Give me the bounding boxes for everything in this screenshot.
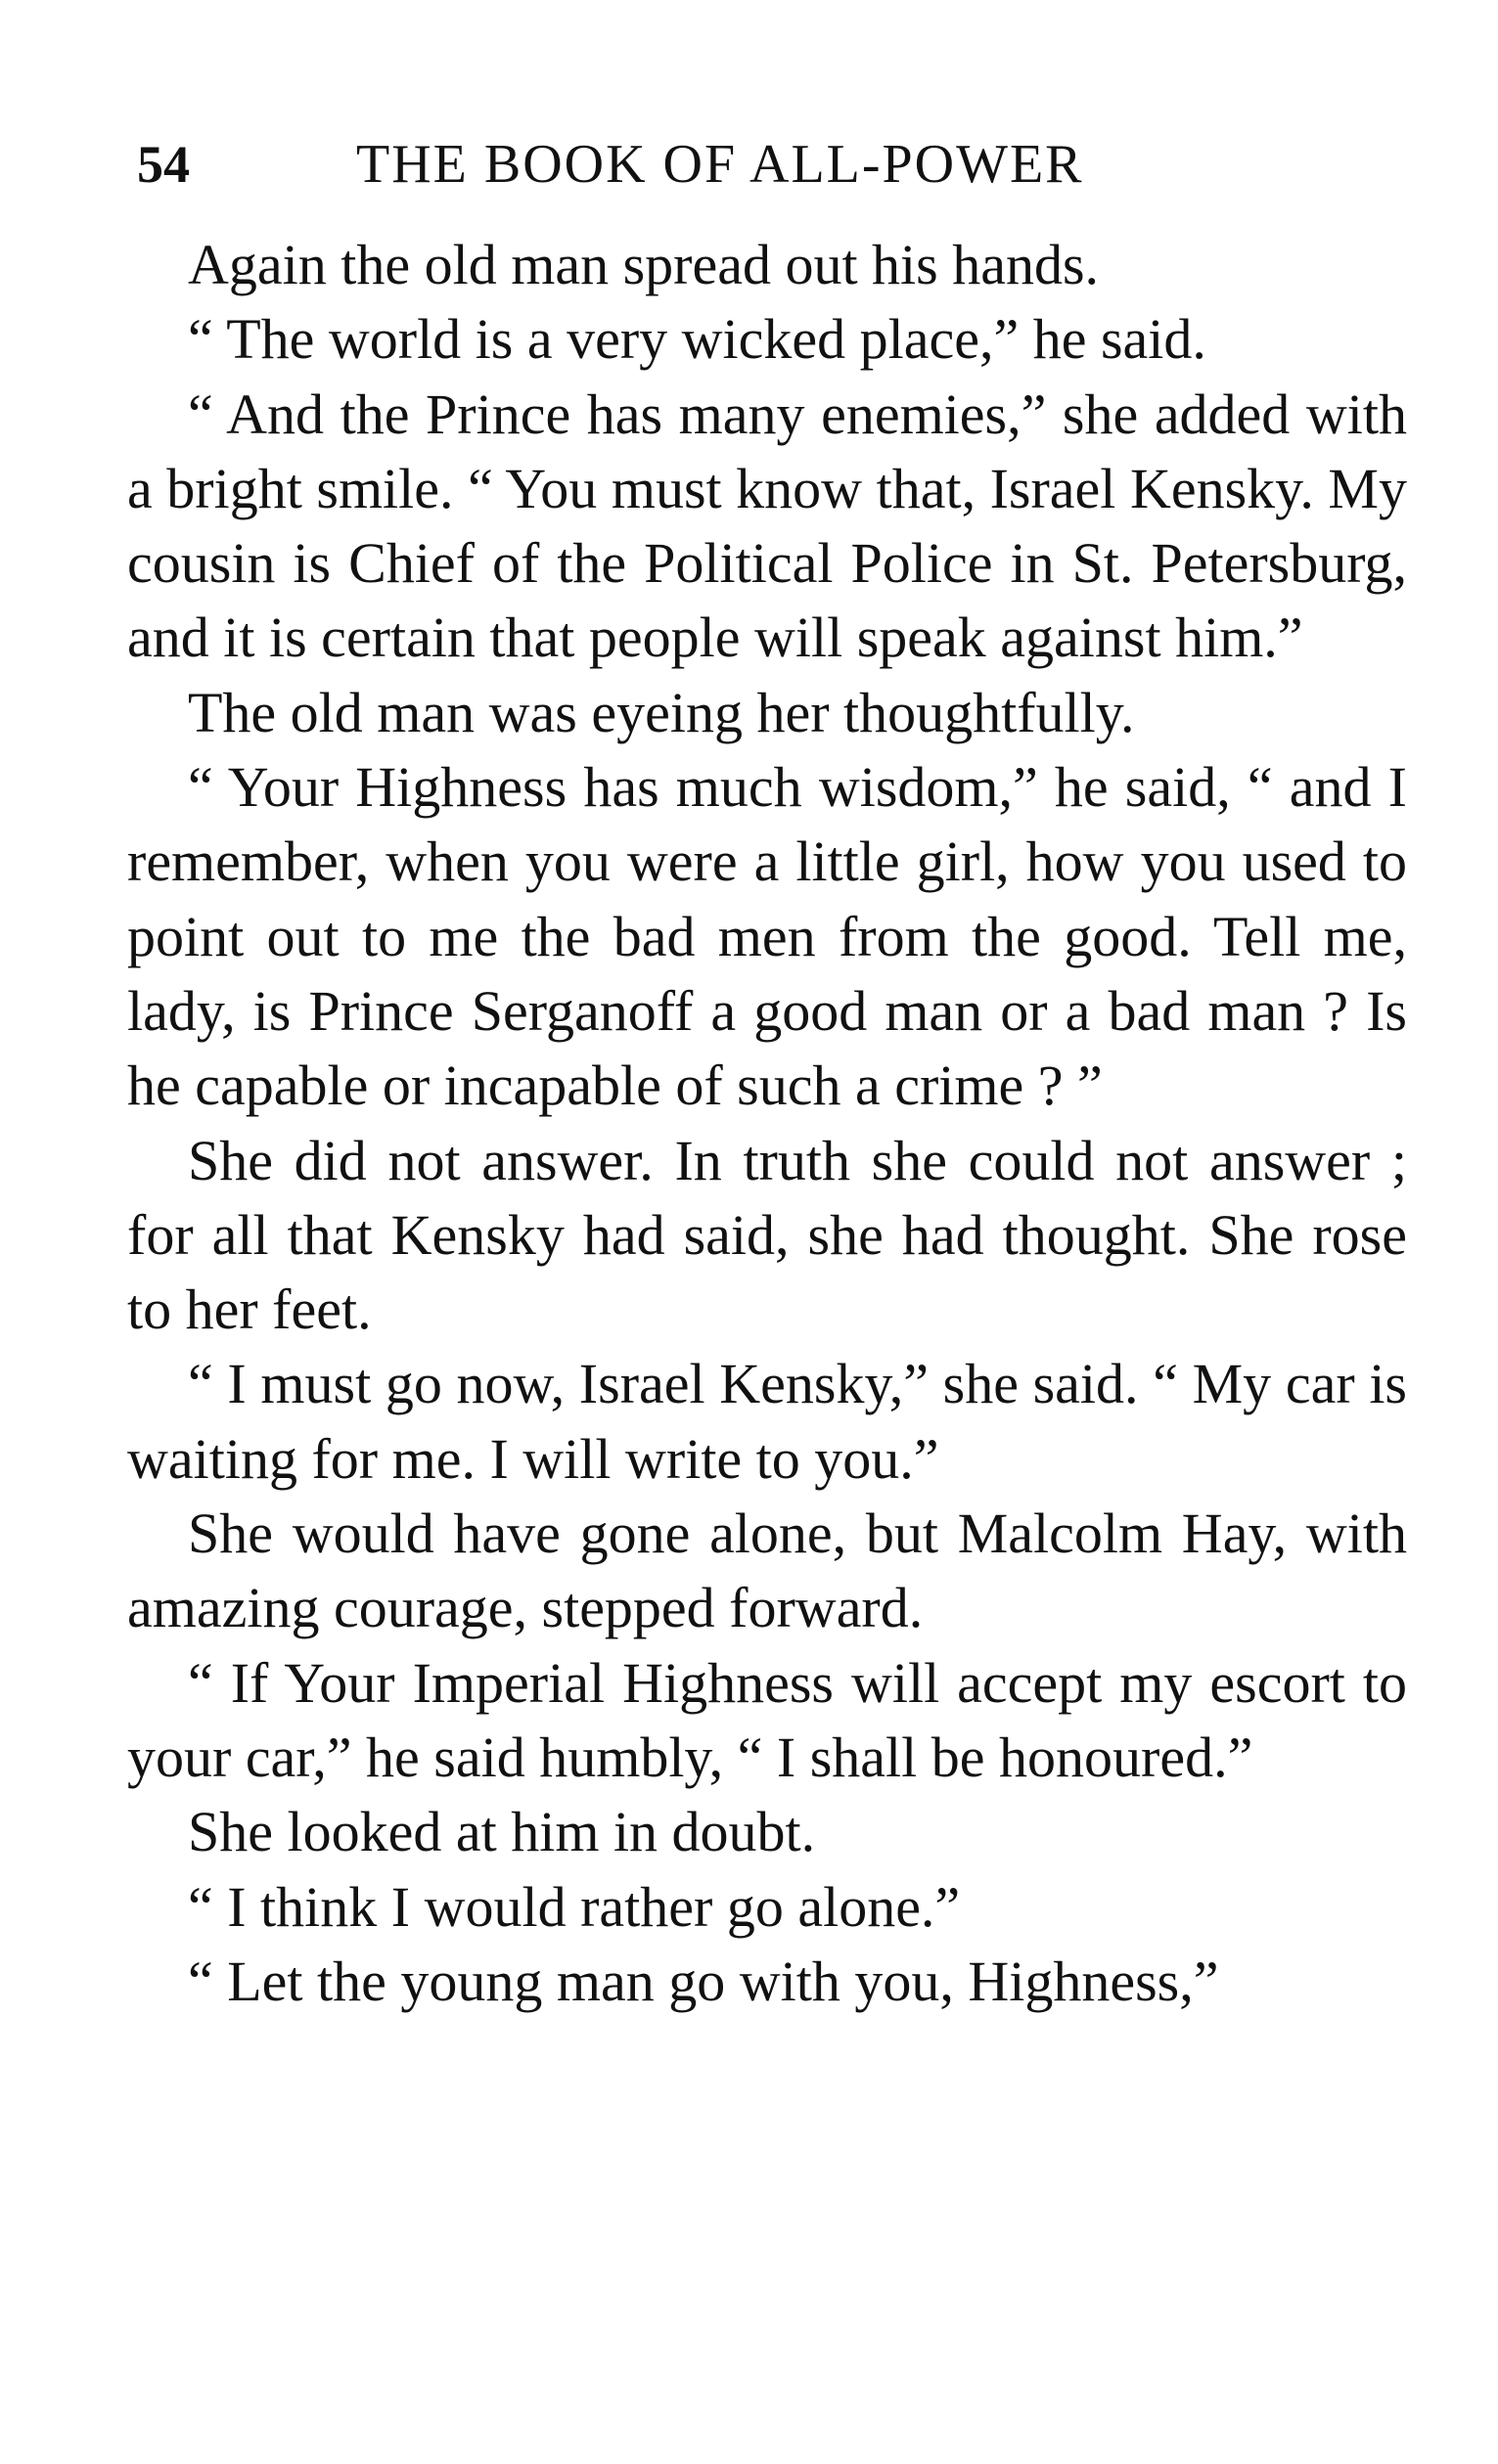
paragraph: She did not answer. In truth she could not answer ; for all that Kensky had said, she had thought. She rose to her feet. xyxy=(127,1128,1407,1342)
paragraph: She would have gone alone, but Malcolm Hay, with amazing courage, stepped forward. xyxy=(127,1501,1407,1640)
paragraph: “ The world is a very wicked place,” he said. xyxy=(188,307,1206,372)
paragraph: “ If Your Imperial Highness will accept my escort to your car,” he said humbly, “ I shall be honoured.” xyxy=(127,1650,1407,1789)
paragraph: “ Let the young man go with you, Highness,” xyxy=(188,1949,1219,2013)
running-head xyxy=(137,125,1409,203)
paragraph: “ I must go now, Israel Kensky,” she said. “ My car is waiting for me. I will write to you.” xyxy=(127,1352,1407,1491)
paragraph: “ Your Highness has much wisdom,” he said, “ and I remember, when you were a little girl, how you used to point out to me the bad men from the good. Tell me, lady, is Prince Serganoff a good man or a bad man ? Is he capable or incapable of such a crime ? ” xyxy=(127,755,1407,1118)
paragraph: The old man was eyeing her thoughtfully. xyxy=(188,680,1135,744)
paragraph: She looked at him in doubt. xyxy=(188,1800,816,1864)
paragraph: “ I think I would rather go alone.” xyxy=(188,1874,961,1939)
paragraph: “ And the Prince has many enemies,” she added with a bright smile. “ You must know that, Israel Kensky. My cousin is Chief of the Political Police in St. Petersburg, and it is certain that people will speak against him.” xyxy=(127,381,1407,670)
body-text xyxy=(127,228,1407,2019)
running-title: THE BOOK OF ALL-POWER xyxy=(356,134,1084,195)
paragraph: Again the old man spread out his hands. xyxy=(188,233,1100,296)
page-number: 54 xyxy=(137,135,190,194)
